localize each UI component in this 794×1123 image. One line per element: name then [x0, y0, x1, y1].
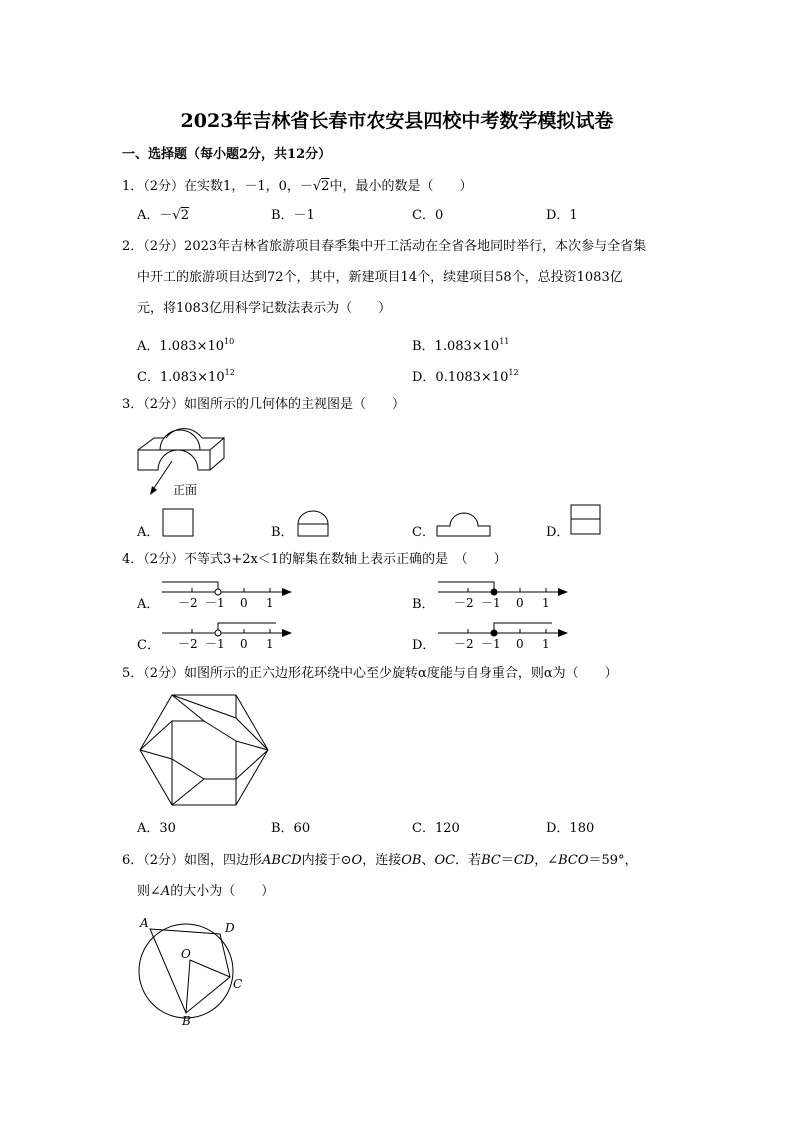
q6-text: 则∠: [137, 884, 161, 899]
q6-text: ，∠: [534, 853, 559, 868]
q6-line1: [122, 852, 638, 870]
q6-line2: [137, 883, 274, 901]
q5-stem: 5．（2分）如图所示的正六边形花环绕中心至少旋转α度能与自身重合，则α为（ ）: [122, 666, 618, 681]
tick-label: 1: [266, 637, 274, 651]
q6-var: CD: [513, 853, 535, 868]
tick-label: 1: [266, 596, 274, 610]
q6-var: BCO: [558, 853, 589, 868]
q5-option-b[interactable]: B．60: [271, 821, 311, 836]
q2-line3: 元，将1083亿用科学记数法表示为（ ）: [137, 301, 392, 316]
q1-option-b[interactable]: B．－1: [271, 208, 315, 223]
q6-circle-figure: [132, 912, 252, 1028]
point-label-a: A: [140, 916, 149, 930]
q2-option-d[interactable]: [412, 364, 519, 387]
q2-line1: 2．（2分）2023年吉林省旅游项目春季集中开工活动在全省各地同时举行，本次参与全省集: [122, 239, 647, 254]
q2-opt-base: D．0.1083×10: [412, 370, 509, 385]
q3-option-a[interactable]: A．: [137, 525, 160, 540]
q6-text: ，连接: [362, 853, 402, 868]
q6-text: ＝59°，: [588, 853, 638, 868]
q2-opt-base: C．1.083×10: [137, 370, 225, 385]
tick-label: 0: [516, 637, 524, 651]
tick-label: －2: [178, 596, 198, 610]
q6-var: ABCD: [262, 853, 302, 868]
tick-label: －1: [205, 596, 225, 610]
q1-option-a-label: A．: [137, 208, 160, 223]
q6-text: 、: [421, 853, 435, 868]
q4-numberline-a: [160, 576, 295, 612]
q3-option-d[interactable]: D．: [546, 525, 570, 540]
tick-label: 0: [240, 596, 248, 610]
q6-var: OC: [434, 853, 456, 868]
q2-opt-base: A．1.083×10: [137, 339, 225, 354]
q1-stem: [122, 178, 472, 196]
q6-text: ．若: [455, 853, 482, 868]
q2-line2: 中开工的旅游项目达到72个，其中，新建项目14个，续建项目58个，总投资1083亿: [137, 270, 623, 285]
tick-label: －1: [205, 637, 225, 651]
tick-label: 1: [542, 596, 550, 610]
q3-option-a-figure: [162, 508, 194, 538]
q6-var: A: [160, 884, 171, 899]
tick-label: －2: [454, 596, 474, 610]
q5-option-d[interactable]: D．180: [546, 821, 595, 836]
q4-numberline-c: [160, 617, 295, 653]
q1-stem-part: 中，最小的数是（ ）: [329, 179, 473, 194]
q2-opt-exp: 12: [224, 368, 235, 377]
q3-option-b[interactable]: B．: [271, 525, 294, 540]
tick-label: －2: [178, 637, 198, 651]
q6-var: OB: [401, 853, 422, 868]
q2-opt-exp: 11: [499, 337, 510, 346]
q3-stem: 3．（2分）如图所示的几何体的主视图是（ ）: [122, 397, 406, 412]
q1-stem-part: 1．（2分）在实数1，－1，0，: [122, 179, 300, 194]
q5-option-c[interactable]: C．120: [412, 821, 460, 836]
q2-opt-base: B．1.083×10: [412, 339, 500, 354]
q3-option-d-figure: [570, 504, 602, 536]
q5-hexagon-figure: [138, 693, 270, 809]
q6-text: 的大小为（ ）: [170, 884, 275, 899]
point-label-b: B: [182, 1014, 191, 1028]
q4-option-c[interactable]: C．: [137, 638, 160, 653]
q2-opt-exp: 10: [224, 337, 235, 346]
q1-option-d[interactable]: D．1: [546, 208, 578, 223]
point-label-d: D: [225, 921, 235, 935]
point-label-o: O: [181, 947, 191, 961]
page-title: 2023年吉林省长春市农安县四校中考数学模拟试卷: [180, 110, 614, 132]
front-label: 正面: [173, 483, 198, 497]
q2-option-b[interactable]: [412, 333, 509, 356]
point-label-c: C: [233, 977, 243, 991]
q6-text: 6．（2分）如图，四边形: [122, 853, 263, 868]
q4-numberline-b: [436, 576, 571, 612]
q6-text: 内接于⊙: [301, 853, 352, 868]
tick-label: 1: [542, 637, 550, 651]
section-heading: 一、选择题（每小题2分，共12分）: [122, 147, 332, 162]
q4-option-d[interactable]: D．: [412, 638, 436, 653]
q5-option-a[interactable]: A．30: [137, 821, 176, 836]
q2-option-c[interactable]: [137, 364, 235, 387]
q4-option-a[interactable]: A．: [137, 597, 160, 612]
tick-label: －1: [481, 637, 501, 651]
q3-option-c-figure: [436, 512, 492, 538]
q3-option-b-figure: [297, 510, 329, 538]
q4-option-b[interactable]: B．: [412, 597, 435, 612]
tick-label: －1: [481, 596, 501, 610]
q6-var: O: [351, 853, 363, 868]
tick-label: 0: [516, 596, 524, 610]
q2-opt-exp: 12: [508, 368, 519, 377]
tick-label: －2: [454, 637, 474, 651]
q3-option-c[interactable]: C．: [412, 525, 435, 540]
sqrt-neg2: －√2: [299, 179, 330, 194]
q6-text: ＝: [500, 853, 514, 868]
q1-option-a[interactable]: A．－√2: [137, 208, 189, 223]
q4-stem: 4．（2分）不等式3+2x＜1的解集在数轴上表示正确的是 （ ）: [122, 552, 507, 567]
q3-solid-figure: [130, 420, 250, 502]
q4-numberline-d: [436, 617, 571, 653]
tick-label: 0: [240, 637, 248, 651]
q6-var: BC: [481, 853, 501, 868]
q1-option-c[interactable]: C．0: [412, 208, 444, 223]
q2-option-a[interactable]: [137, 333, 234, 356]
